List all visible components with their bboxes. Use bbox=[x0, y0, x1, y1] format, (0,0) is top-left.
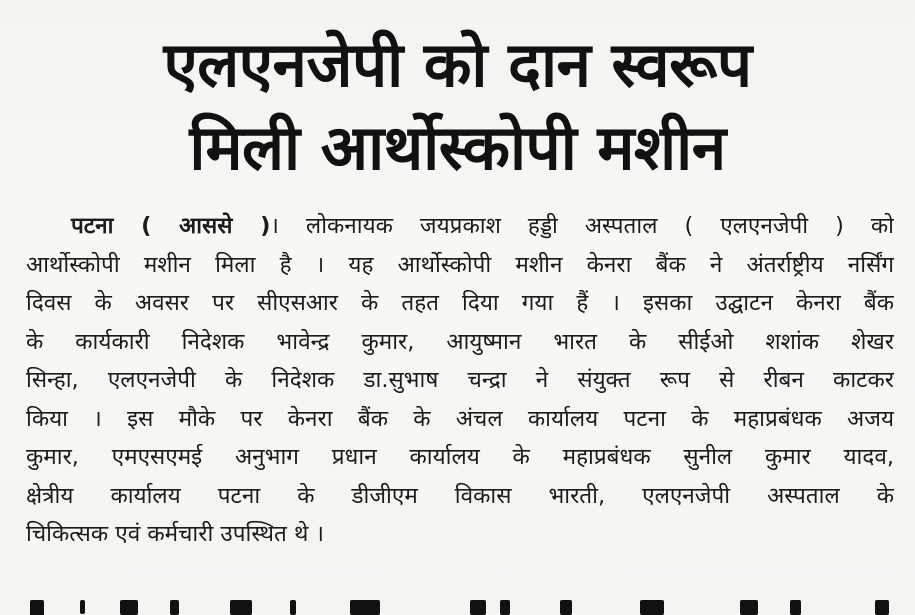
body-line-2: आर्थोस्कोपी मशीन मिला है । यह आर्थोस्कोपी मशीन केनरा बैंक ने अंतर्राष्ट्रीय नर्सिंग bbox=[26, 251, 894, 278]
body-line-6: किया । इस मौके पर केनरा बैंक के अंचल कार्यालय पटना के महाप्रबंधक अजय bbox=[26, 405, 894, 432]
body-line-9: चिकित्सक एवं कर्मचारी उपस्थित थे । bbox=[26, 521, 325, 547]
headline-line-1: एलएनजेपी को दान स्वरूप bbox=[163, 28, 752, 101]
body-line-1-text: । लोकनायक जयप्रकाश हड्डी अस्पताल ( एलएनजेपी ) को bbox=[270, 213, 894, 239]
article-body bbox=[26, 207, 894, 554]
body-line-7: कुमार, एमएसएमई अनुभाग प्रधान कार्यालय के महाप्रबंधक सुनील कुमार यादव, bbox=[26, 444, 894, 470]
cropped-previous-text bbox=[20, 0, 640, 9]
cropped-next-headline bbox=[0, 592, 915, 615]
body-line-5: सिन्हा, एलएनजेपी के निदेशक डा.सुभाष चन्द्रा ने संयुक्त रूप से रीबन काटकर bbox=[26, 367, 894, 393]
body-line-3: दिवस के अवसर पर सीएसआर के तहत दिया गया हैं । इसका उद्घाटन केनरा बैंक bbox=[26, 290, 894, 316]
headline-line-2: मिली आर्थोस्कोपी मशीन bbox=[189, 111, 726, 184]
dateline: पटना ( आससे ) bbox=[71, 213, 271, 239]
body-line-1 bbox=[26, 207, 894, 246]
body-line-8: क्षेत्रीय कार्यालय पटना के डीजीएम विकास भारती, एलएनजेपी अस्पताल के bbox=[26, 482, 894, 509]
body-line-4: के कार्यकारी निदेशक भावेन्द्र कुमार, आयुष्मान भारत के सीईओ शशांक शेखर bbox=[26, 328, 894, 355]
